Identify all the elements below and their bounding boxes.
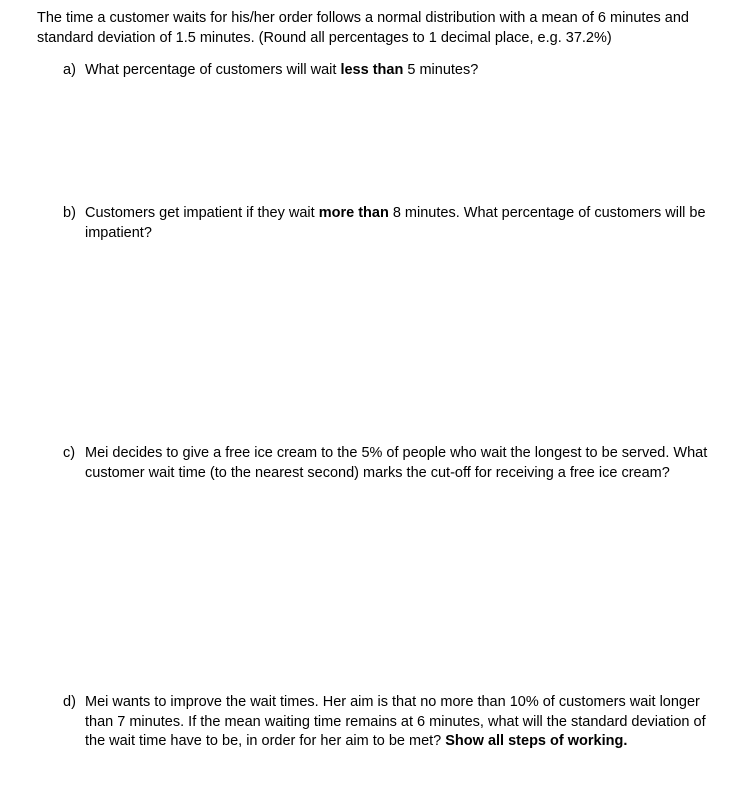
question-d-text (85, 693, 723, 752)
question-c (63, 444, 723, 483)
question-b-emphasis: more than (318, 205, 389, 221)
question-d (63, 693, 723, 752)
question-a-letter: a) (63, 62, 76, 78)
question-d-emphasis: Show all steps of working. (445, 733, 628, 749)
question-c-letter: c) (63, 445, 76, 461)
question-b-text-start: Customers get impatient if they wait (85, 205, 319, 221)
question-d-letter: d) (63, 694, 76, 710)
question-d-text-start: Mei wants to improve the wait times. Her aim is that no more than 10% of customers wait longer than 7 minutes. If the mean waiting time remains at 6 minutes, what will the standard deviation of the wait time have to be, in order for her aim to be met? (85, 694, 706, 749)
question-a-text-end: 5 minutes? (403, 62, 479, 78)
question-a (63, 61, 723, 81)
question-a-text (85, 61, 723, 81)
question-b-text-end: 8 minutes. What percentage of customers will be impatient? (85, 205, 706, 241)
question-a-emphasis: less than (340, 62, 404, 78)
question-b-text (85, 204, 723, 243)
problem-intro: The time a customer waits for his/her order follows a normal distribution with a mean of 6 minutes and standard deviation of 1.5 minutes. (Round all percentages to 1 decimal place, e.g. 37.2%) (37, 10, 689, 46)
question-b (63, 204, 723, 243)
question-c-text: Mei decides to give a free ice cream to the 5% of people who wait the longest to be served. What customer wait time (to the nearest second) marks the cut-off for receiving a free ice cream? (85, 445, 708, 481)
question-b-letter: b) (63, 205, 76, 221)
question-a-text-start: What percentage of customers will wait (85, 62, 341, 78)
